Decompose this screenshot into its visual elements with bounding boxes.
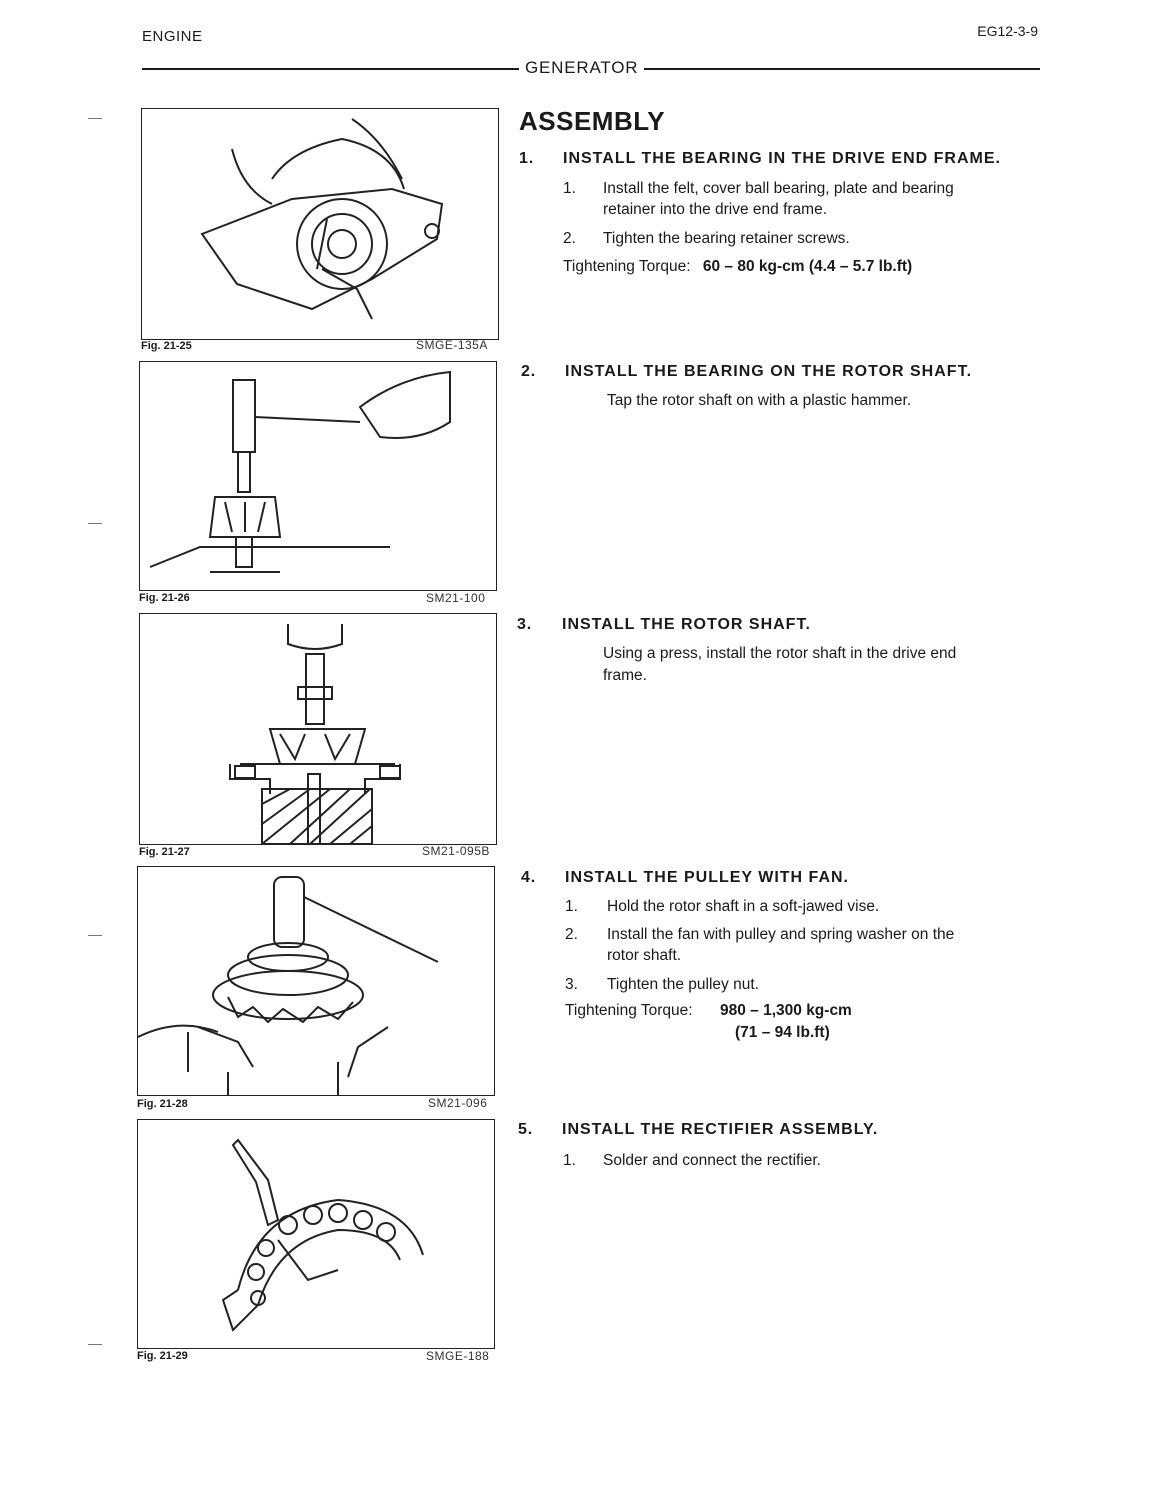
figure-caption: Fig. 21-27 [139,846,190,858]
substep-text: Tighten the bearing retainer screws. [603,230,850,247]
substep-number: 3. [565,976,578,993]
substep-number: 2. [563,230,576,247]
substep-number: 1. [563,1152,576,1169]
torque-spec [563,258,912,276]
page-number: EG12-3-9 [977,23,1038,39]
figure-code: SM21-096 [428,1096,488,1110]
substep-text: Install the fan with pulley and spring washer on the [607,926,955,943]
figure-code: SMGE-188 [426,1349,490,1363]
illustration-rectifier [138,1120,494,1348]
illustration-press-rotor [140,614,496,844]
figure-press-rotor [139,613,497,845]
illustration-bearing-retainer [142,109,498,339]
substep-text: Install the felt, cover ball bearing, plate and bearing [603,180,954,197]
substep-text: rotor shaft. [607,947,682,964]
torque-value: 980 – 1,300 kg-cm [720,1002,852,1019]
figure-code: SM21-100 [426,591,486,605]
torque-value-imperial: (71 – 94 lb.ft) [735,1024,830,1041]
figure-bearing-retainer [141,108,499,340]
substep-text: retainer into the drive end frame. [603,201,828,218]
step-text: Using a press, install the rotor shaft in the drive end [603,645,957,662]
substep-number: 1. [565,898,578,915]
step-number: 4. [521,869,536,886]
step-title: INSTALL THE RECTIFIER ASSEMBLY. [562,1121,879,1138]
step-text: Tap the rotor shaft on with a plastic hammer. [607,392,912,409]
figure-rectifier [137,1119,495,1349]
substep-number: 1. [563,180,576,197]
step-number: 2. [521,363,536,380]
figure-hammer-rotor [139,361,497,591]
substep-number: 2. [565,926,578,943]
figure-caption: Fig. 21-26 [139,592,190,604]
section-title: GENERATOR [519,58,644,78]
figure-code: SMGE-135A [416,338,488,352]
step-number: 1. [519,150,534,167]
margin-mark [88,1344,102,1345]
step-number: 5. [518,1121,533,1138]
substep-text: Tighten the pulley nut. [607,976,759,993]
step-text: frame. [603,667,647,684]
figure-caption: Fig. 21-29 [137,1350,188,1362]
substep-text: Hold the rotor shaft in a soft-jawed vise. [607,898,880,915]
torque-label: Tightening Torque: [563,258,691,275]
figure-caption: Fig. 21-28 [137,1098,188,1110]
step-number: 3. [517,616,532,633]
illustration-hammer-rotor [140,362,496,590]
margin-mark [88,935,102,936]
page-heading: ASSEMBLY [519,106,666,136]
step-title: INSTALL THE ROTOR SHAFT. [562,616,811,633]
figure-code: SM21-095B [422,844,490,858]
margin-mark [88,118,102,119]
figure-pulley-fan [137,866,495,1096]
margin-mark [88,523,102,524]
step-title: INSTALL THE PULLEY WITH FAN. [565,869,849,886]
step-title: INSTALL THE BEARING IN THE DRIVE END FRAME. [563,150,1001,167]
illustration-pulley-fan [138,867,494,1095]
torque-value: 60 – 80 kg-cm (4.4 – 5.7 lb.ft) [702,258,913,275]
header-chapter: ENGINE [142,28,203,45]
figure-caption: Fig. 21-25 [141,340,192,352]
torque-label: Tightening Torque: [565,1002,693,1019]
step-title: INSTALL THE BEARING ON THE ROTOR SHAFT. [565,363,973,380]
substep-text: Solder and connect the rectifier. [603,1152,821,1169]
